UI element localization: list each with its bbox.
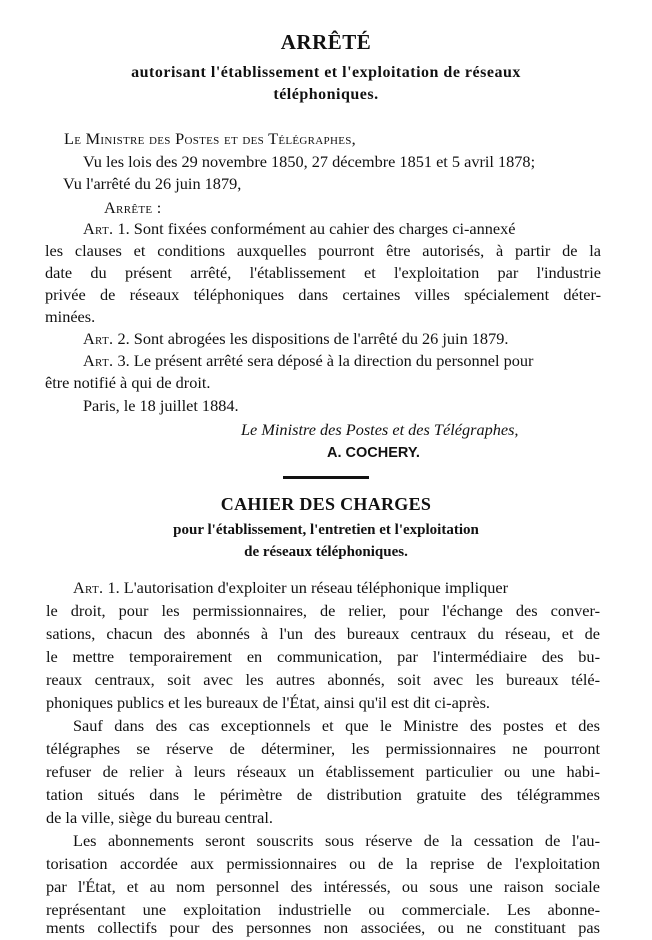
- article1-label: Art.: [83, 219, 114, 238]
- cahier-art1-line1: [73, 578, 600, 598]
- cahier-para3-line2: torisation accordée aux permissionnaires ou de la reprise de l'exploitation: [46, 854, 600, 873]
- signatory-name: A. COCHERY.: [327, 445, 420, 461]
- cahier-para2-line1: Sauf dans des cas exceptionnels et que le Ministre des postes et des: [73, 716, 600, 735]
- decree-title: ARRÊTÉ: [280, 30, 372, 54]
- article1-line2: les clauses et conditions auxquelles pourront être autorisés, à partir de la: [45, 241, 601, 260]
- cahier-art1-label: Art.: [73, 578, 104, 597]
- cahier-art1-line4: le mettre temporairement en communication, par l'intermédiaire des bu-: [46, 647, 600, 666]
- article2: [83, 329, 508, 349]
- cahier-art1-text: 1. L'autorisation d'exploiter un réseau téléphonique impliquer: [103, 578, 509, 597]
- article1-line5: minées.: [45, 307, 96, 326]
- cahier-para3-line1: Les abonnements seront souscrits sous réserve de la cessation de l'au-: [73, 831, 600, 850]
- cahier-para3-line5: ments collectifs pour des personnes non associées, ou ne constituant pas: [46, 918, 600, 937]
- cahier-para2-line5: de la ville, siège du bureau central.: [46, 808, 273, 827]
- place-date: Paris, le 18 juillet 1884.: [83, 396, 239, 415]
- cahier-art1-line3: sations, chacun des abonnés à l'un des bureaux centraux du réseau, et de: [46, 624, 600, 643]
- cahier-subtitle-line1: pour l'établissement, l'entretien et l'exploitation: [173, 522, 479, 538]
- article1-line1: [83, 219, 601, 239]
- cahier-para3-line3: par l'État, et au nom personnel des intéressés, ou sous une raison sociale: [46, 877, 600, 896]
- cahier-title: CAHIER DES CHARGES: [220, 494, 432, 514]
- article1-text: 1. Sont fixées conformément au cahier des charges ci-annexé: [113, 219, 516, 238]
- decree-subtitle-line2: téléphoniques.: [273, 86, 379, 103]
- article2-text: 2. Sont abrogées les dispositions de l'arrêté du 26 juin 1879.: [113, 329, 509, 348]
- vu-arrete: Vu l'arrêté du 26 juin 1879,: [63, 174, 242, 193]
- cahier-para2-line3: refuser de relier à leurs réseaux un établissement particulier ou une habi-: [46, 762, 600, 781]
- article1-line3: date du présent arrêté, l'établissement et l'exploitation par l'industrie: [45, 263, 601, 282]
- article3-label: Art.: [83, 351, 114, 370]
- article2-label: Art.: [83, 329, 114, 348]
- article3-line1: [83, 351, 601, 371]
- article1-line4: privée de réseaux téléphoniques dans certaines villes spécialement déter-: [45, 285, 601, 304]
- cahier-para3-line4: représentant une exploitation industrielle ou commerciale. Les abonne-: [46, 900, 600, 919]
- cahier-art1-line5: reaux centraux, soit avec les autres abonnés, soit avec les bureaux télé-: [46, 670, 600, 689]
- cahier-subtitle-line2: de réseaux téléphoniques.: [244, 544, 408, 560]
- article3-text: 3. Le présent arrêté sera déposé à la direction du personnel pour: [113, 351, 534, 370]
- vu-lois: Vu les lois des 29 novembre 1850, 27 décembre 1851 et 5 avril 1878;: [83, 152, 536, 171]
- cahier-para2-line2: télégraphes se réserve de déterminer, les permissionnaires ne pourront: [46, 739, 600, 758]
- section-divider: [283, 476, 369, 479]
- cahier-para2-line4: tation situés dans le périmètre de distribution gratuite des télégrammes: [46, 785, 600, 804]
- cahier-art1-line6: phoniques publics et les bureaux de l'État, ainsi qu'il est dit ci-après.: [46, 693, 490, 712]
- minister-heading: Le Ministre des Postes et des Télégraphes,: [64, 129, 357, 148]
- signatory-title: Le Ministre des Postes et des Télégraphes,: [241, 420, 519, 439]
- decree-subtitle-line1: autorisant l'établissement et l'exploitation de réseaux: [131, 64, 521, 81]
- arrete-label: Arrête :: [104, 198, 162, 217]
- cahier-art1-line2: le droit, pour les permissionnaires, de relier, pour l'échange des conver-: [46, 601, 600, 620]
- article3-line2: être notifié à qui de droit.: [45, 373, 211, 392]
